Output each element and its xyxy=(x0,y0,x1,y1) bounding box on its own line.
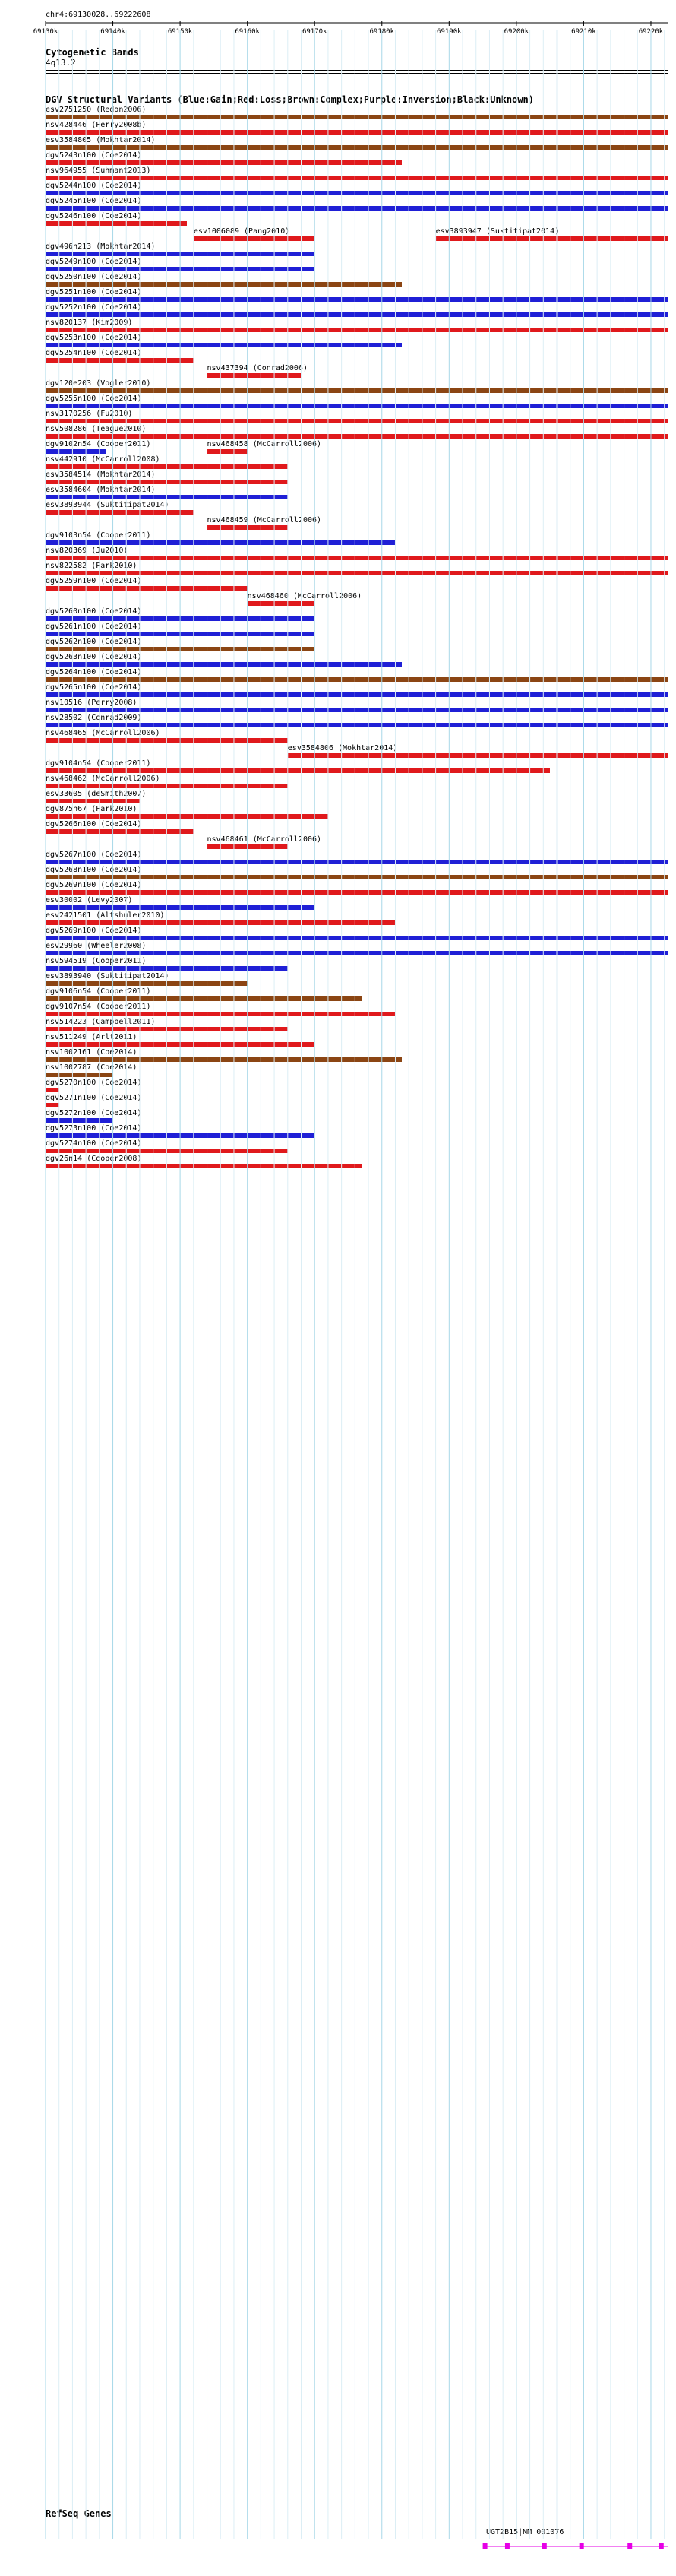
variant-label: dgv5249n100 (Coe2014) xyxy=(46,258,142,266)
ruler-tick-label: 69170k xyxy=(302,28,327,36)
variant-label: nsv820369 (Ju2010) xyxy=(46,547,128,555)
variant-label: dgv5253n100 (Coe2014) xyxy=(46,334,142,342)
variant-bar-loss[interactable] xyxy=(248,601,315,606)
variant-bar-gain[interactable] xyxy=(46,1133,314,1138)
variant-label: nsv468465 (McCarroll2006) xyxy=(46,729,160,737)
variant-bar-gain[interactable] xyxy=(46,404,668,408)
variant-bar-loss[interactable] xyxy=(46,434,668,439)
variant-label: esv3893947 (Suktitipat2014) xyxy=(435,227,560,236)
variant-bar-complex[interactable] xyxy=(46,677,668,682)
variant-bar-gain[interactable] xyxy=(46,723,668,727)
variant-label: nsv822582 (Park2010) xyxy=(46,562,137,570)
gene-exon[interactable] xyxy=(542,2543,547,2549)
variant-label: dgv5272n100 (Coe2014) xyxy=(46,1109,142,1117)
variant-bar-loss[interactable] xyxy=(436,236,668,241)
variant-bar-gain[interactable] xyxy=(46,860,668,864)
variant-label: dgv9103n54 (Cooper2011) xyxy=(46,531,151,540)
variant-label: nsv28502 (Conrad2009) xyxy=(46,714,142,722)
variant-bar-loss[interactable] xyxy=(207,844,288,849)
variant-label: nsv820137 (Kim2009) xyxy=(46,318,133,327)
variant-bar-loss[interactable] xyxy=(46,784,288,788)
variant-label: dgv5265n100 (Coe2014) xyxy=(46,683,142,692)
variant-bar-loss[interactable] xyxy=(46,1012,395,1016)
variant-label: nsv511249 (Arlt2011) xyxy=(46,1033,137,1041)
gene-exon[interactable] xyxy=(483,2543,488,2549)
variant-bar-loss[interactable] xyxy=(46,1088,59,1092)
ruler-tick-label: 69140k xyxy=(100,28,125,36)
variant-bar-loss[interactable] xyxy=(46,768,550,773)
dgv-tracks xyxy=(0,106,676,2463)
variant-bar-loss[interactable] xyxy=(46,814,328,819)
variant-label: esv3584806 (Mokhtar2014) xyxy=(287,744,398,753)
gene-exon[interactable] xyxy=(627,2543,632,2549)
variant-bar-gain[interactable] xyxy=(46,966,288,971)
variant-bar-loss[interactable] xyxy=(207,449,248,454)
variant-label: dgv5268n100 (Coe2014) xyxy=(46,866,142,874)
variant-label: dgv5262n100 (Coe2014) xyxy=(46,638,142,646)
variant-bar-gain[interactable] xyxy=(46,252,314,256)
variant-bar-complex[interactable] xyxy=(46,647,314,651)
variant-label: esv3584604 (Mokhtar2014) xyxy=(46,486,156,494)
variant-bar-gain[interactable] xyxy=(46,692,668,697)
variant-label: dgv5269n100 (Coe2014) xyxy=(46,927,142,935)
variant-bar-gain[interactable] xyxy=(46,905,314,910)
dgv-title: DGV Structural Variants (Blue:Gain;Red:Loss;Brown:Complex;Purple:Inversion;Black:Unknown) xyxy=(46,94,534,105)
variant-label: dgv5269n100 (Coe2014) xyxy=(46,881,142,889)
variant-label: dgv5270n100 (Coe2014) xyxy=(46,1079,142,1087)
variant-bar-loss[interactable] xyxy=(288,753,668,758)
variant-bar-loss[interactable] xyxy=(46,130,668,135)
variant-label: esv2421501 (Altshuler2010) xyxy=(46,911,165,920)
variant-bar-loss[interactable] xyxy=(46,799,140,803)
variant-label: esv30002 (Levy2007) xyxy=(46,896,133,905)
variant-label: dgv5260n100 (Coe2014) xyxy=(46,607,142,616)
variant-label: dgv5254n100 (Coe2014) xyxy=(46,349,142,357)
variant-label: esv2751250 (Redon2006) xyxy=(46,106,147,114)
variant-bar-loss[interactable] xyxy=(46,829,194,834)
variant-bar-gain[interactable] xyxy=(46,297,668,302)
ruler-tick-label: 69210k xyxy=(571,28,596,36)
variant-label: esv3584514 (Mokhtar2014) xyxy=(46,471,156,479)
variant-bar-loss[interactable] xyxy=(46,160,402,165)
variant-label: dgv120e203 (Vogler2010) xyxy=(46,379,151,388)
ruler xyxy=(0,0,676,36)
variant-bar-gain[interactable] xyxy=(46,312,668,317)
variant-bar-loss[interactable] xyxy=(46,738,288,743)
variant-label: dgv5263n100 (Coe2014) xyxy=(46,653,142,661)
ruler-tick-label: 69130k xyxy=(33,28,58,36)
variant-label: esv3893944 (Suktitipat2014) xyxy=(46,501,169,509)
variant-bar-complex[interactable] xyxy=(46,981,248,986)
variant-bar-complex[interactable] xyxy=(46,282,402,287)
refseq-gene-label[interactable]: UGT2B15|NM_001076 xyxy=(486,2528,564,2536)
variant-bar-gain[interactable] xyxy=(46,662,402,667)
variant-label: dgv9104n54 (Cooper2011) xyxy=(46,759,151,768)
variant-bar-loss[interactable] xyxy=(46,571,668,575)
cytogenetic-band-label: 4q13.2 xyxy=(46,58,76,68)
variant-label: nsv1002787 (Coe2014) xyxy=(46,1063,137,1072)
variant-bar-loss[interactable] xyxy=(46,1164,362,1168)
variant-bar-complex[interactable] xyxy=(46,1057,402,1062)
variant-bar-complex[interactable] xyxy=(46,115,668,119)
variant-label: dgv5246n100 (Coe2014) xyxy=(46,212,142,220)
variant-bar-complex[interactable] xyxy=(46,145,668,150)
variant-bar-complex[interactable] xyxy=(46,875,668,879)
variant-bar-loss[interactable] xyxy=(46,586,248,591)
cytogenetic-title: Cytogenetic Bands xyxy=(46,47,139,58)
variant-bar-loss[interactable] xyxy=(46,176,668,180)
variant-bar-loss[interactable] xyxy=(46,221,187,226)
variant-bar-loss[interactable] xyxy=(46,920,395,925)
variant-label: dgv5245n100 (Coe2014) xyxy=(46,197,142,205)
variant-label: nsv468461 (McCarroll2006) xyxy=(207,835,322,844)
variant-label: dgv26n14 (Cooper2008) xyxy=(46,1155,142,1163)
ruler-tick-label: 69190k xyxy=(437,28,462,36)
locus-label: chr4:69130028..69222608 xyxy=(46,11,151,19)
variant-bar-gain[interactable] xyxy=(46,1118,113,1123)
variant-bar-gain[interactable] xyxy=(46,206,668,211)
variant-label: dgv5255n100 (Coe2014) xyxy=(46,394,142,403)
ruler-tick-label: 69200k xyxy=(504,28,529,36)
variant-bar-gain[interactable] xyxy=(46,191,668,195)
variant-label: dgv9106n54 (Cooper2011) xyxy=(46,987,151,996)
variant-label: esv33605 (deSmith2007) xyxy=(46,790,147,798)
variant-bar-loss[interactable] xyxy=(207,525,288,530)
variant-bar-gain[interactable] xyxy=(46,936,668,940)
variant-label: dgv5259n100 (Coe2014) xyxy=(46,577,142,585)
variant-label: nsv964955 (Suhmant2013) xyxy=(46,166,151,175)
variant-label: nsv594519 (Cooper2011) xyxy=(46,957,147,965)
variant-bar-loss[interactable] xyxy=(46,1042,314,1047)
variant-bar-complex[interactable] xyxy=(46,996,362,1001)
cytogenetic-band-border xyxy=(46,73,668,74)
variant-label: nsv437394 (Conrad2006) xyxy=(207,364,308,372)
variant-label: nsv442910 (McCarroll2008) xyxy=(46,455,160,464)
variant-bar-gain[interactable] xyxy=(46,708,668,712)
variant-label: dgv5266n100 (Coe2014) xyxy=(46,820,142,829)
variant-label: dgv5267n100 (Coe2014) xyxy=(46,851,142,859)
variant-bar-gain[interactable] xyxy=(46,951,668,955)
refseq-title: RefSeq Genes xyxy=(46,2508,112,2519)
variant-bar-loss[interactable] xyxy=(46,464,288,469)
variant-bar-loss[interactable] xyxy=(46,358,194,363)
variant-label: dgv496n213 (Mokhtar2014) xyxy=(46,242,156,251)
variant-label: dgv5244n100 (Coe2014) xyxy=(46,182,142,190)
variant-bar-loss[interactable] xyxy=(46,1149,288,1153)
variant-label: dgv875n67 (Park2010) xyxy=(46,805,137,813)
variant-label: esv3584805 (Mokhtar2014) xyxy=(46,136,156,144)
variant-label: dgv5264n100 (Coe2014) xyxy=(46,668,142,676)
variant-bar-loss[interactable] xyxy=(194,236,314,241)
variant-bar-gain[interactable] xyxy=(46,449,106,454)
ruler-tick-label: 69180k xyxy=(369,28,395,36)
variant-label: dgv9107n54 (Cooper2011) xyxy=(46,1003,151,1011)
variant-bar-gain[interactable] xyxy=(46,343,402,347)
variant-bar-loss[interactable] xyxy=(46,480,288,484)
ruler-tick-label: 69150k xyxy=(167,28,193,36)
ruler-axis xyxy=(0,21,676,36)
variant-label: dgv5251n100 (Coe2014) xyxy=(46,288,142,296)
variant-bar-gain[interactable] xyxy=(46,540,395,545)
variant-label: dgv5261n100 (Coe2014) xyxy=(46,623,142,631)
variant-bar-complex[interactable] xyxy=(46,1073,113,1077)
variant-bar-loss[interactable] xyxy=(46,890,668,895)
variant-label: esv1006089 (Pang2010) xyxy=(193,227,290,236)
ruler-tick-label: 69160k xyxy=(235,28,260,36)
variant-label: nsv468458 (McCarroll2006) xyxy=(207,440,322,448)
cytogenetic-band xyxy=(46,70,668,71)
variant-label: dgv5271n100 (Coe2014) xyxy=(46,1094,142,1102)
refseq-gene-model[interactable] xyxy=(0,2539,676,2554)
variant-label: esv29960 (Wheeler2008) xyxy=(46,942,147,950)
variant-bar-loss[interactable] xyxy=(46,556,668,560)
variant-label: nsv3170256 (Fu2010) xyxy=(46,410,133,418)
variant-bar-loss[interactable] xyxy=(46,1027,288,1031)
variant-bar-loss[interactable] xyxy=(46,510,194,515)
variant-bar-loss[interactable] xyxy=(207,373,302,378)
variant-bar-gain[interactable] xyxy=(46,632,314,636)
variant-label: dgv5250n100 (Coe2014) xyxy=(46,273,142,281)
variant-bar-gain[interactable] xyxy=(46,267,314,271)
variant-bar-loss[interactable] xyxy=(46,328,668,332)
variant-bar-loss[interactable] xyxy=(46,419,668,423)
variant-label: nsv514223 (Campbell2011) xyxy=(46,1018,156,1026)
variant-label: dgv5243n100 (Coe2014) xyxy=(46,151,142,160)
variant-label: nsv468460 (McCarroll2006) xyxy=(247,592,362,600)
variant-label: dgv5252n100 (Coe2014) xyxy=(46,303,142,312)
variant-label: nsv10516 (Perry2008) xyxy=(46,699,137,707)
variant-bar-gain[interactable] xyxy=(46,495,288,499)
variant-label: nsv508286 (Teague2010) xyxy=(46,425,147,433)
variant-label: nsv468459 (McCarroll2006) xyxy=(207,516,322,524)
variant-label: dgv5273n100 (Coe2014) xyxy=(46,1124,142,1133)
variant-label: nsv1002161 (Coe2014) xyxy=(46,1048,137,1057)
variant-label: dgv5274n100 (Coe2014) xyxy=(46,1139,142,1148)
variant-bar-loss[interactable] xyxy=(46,1103,59,1107)
variant-label: nsv428446 (Perry2008b) xyxy=(46,121,147,129)
variant-label: esv3893940 (Suktitipat2014) xyxy=(46,972,169,981)
gene-exon[interactable] xyxy=(580,2543,584,2549)
ruler-tick-label: 69220k xyxy=(638,28,664,36)
variant-bar-complex[interactable] xyxy=(46,388,668,393)
variant-label: nsv468462 (McCarroll2006) xyxy=(46,775,160,783)
gene-exon[interactable] xyxy=(505,2543,510,2549)
variant-label: dgv9102n54 (Cooper2011) xyxy=(46,440,151,448)
variant-bar-gain[interactable] xyxy=(46,616,314,621)
gene-exon[interactable] xyxy=(659,2543,664,2549)
